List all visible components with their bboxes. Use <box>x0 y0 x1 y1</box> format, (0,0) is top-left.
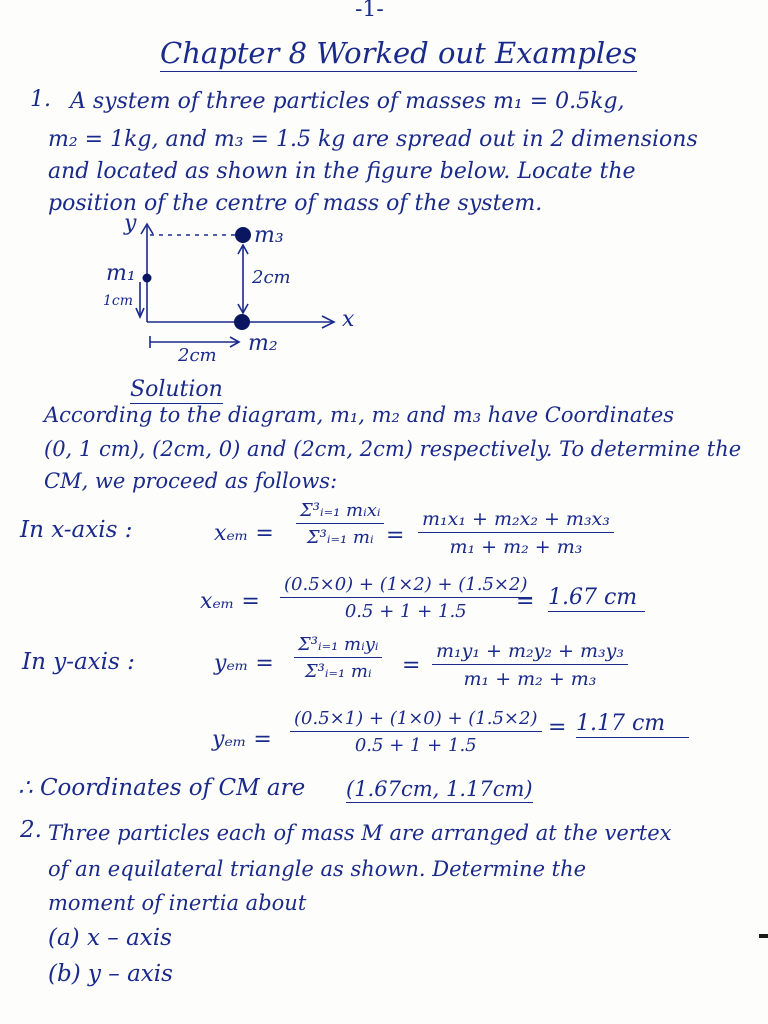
x-axis-intro: In x-axis : <box>20 517 133 543</box>
figure-dim-2cm-vertical: 2cm <box>252 267 291 288</box>
mass-m2-dot <box>234 314 250 330</box>
x-expand-fraction <box>418 508 614 558</box>
figure-x-label: x <box>342 307 355 332</box>
figure-m3-label: m₃ <box>254 223 284 248</box>
y-sum-numerator: Σ³ᵢ₌₁ mᵢyᵢ <box>294 634 382 658</box>
figure-dim-1cm: 1cm <box>103 293 134 309</box>
y-expand-fraction <box>432 640 628 690</box>
x-sub-denominator: 0.5 + 1 + 1.5 <box>344 601 467 622</box>
y-equals-sign: = <box>402 653 421 678</box>
solution-line-3: CM, we proceed as follows: <box>44 469 338 493</box>
y-expand-denominator: m₁ + m₂ + m₃ <box>463 668 597 690</box>
y-cm-result: 1.17 cm <box>576 712 689 738</box>
x-expand-denominator: m₁ + m₂ + m₃ <box>449 536 583 558</box>
x-sum-fraction <box>296 500 384 548</box>
q2-line-2: of an equilateral triangle as shown. Determine the <box>48 857 587 881</box>
conclusion-value: (1.67cm, 1.17cm) <box>346 778 533 803</box>
y-result-equals: = <box>548 715 567 740</box>
mass-m3-dot <box>235 227 251 243</box>
y-sub-denominator: 0.5 + 1 + 1.5 <box>354 735 477 756</box>
y-axis-arrow <box>141 224 153 234</box>
y-expand-numerator: m₁y₁ + m₂y₂ + m₃y₃ <box>432 640 628 665</box>
y-axis-intro: In y-axis : <box>22 649 135 675</box>
q1-line-3: and located as shown in the figure below. Locate the <box>48 159 636 184</box>
figure-m1-label: m₁ <box>106 261 136 286</box>
mass-m1-dot <box>143 274 152 283</box>
q1-line-1: A system of three particles of masses m₁ = 0.5kg, <box>70 89 625 114</box>
y-sub-fraction <box>290 708 542 756</box>
x-cm-sub-lhs: xₑₘ = <box>200 589 260 614</box>
x-expand-numerator: m₁x₁ + m₂x₂ + m₃x₃ <box>418 508 614 533</box>
q2-part-b: (b) y – axis <box>48 961 173 987</box>
q1-line-4: position of the centre of mass of the system. <box>48 191 543 216</box>
q2-line-3: moment of inertia about <box>48 891 307 915</box>
y-cm-lhs: yₑₘ = <box>214 651 274 676</box>
edge-mark <box>759 934 768 938</box>
solution-line-2: (0, 1 cm), (2cm, 0) and (2cm, 2cm) respectively. To determine the <box>44 437 742 461</box>
y-sum-denominator: Σ³ᵢ₌₁ mᵢ <box>304 661 372 682</box>
x-cm-lhs: xₑₘ = <box>214 521 274 546</box>
x-equals-sign: = <box>386 523 405 548</box>
q2-line-1: Three particles each of mass M are arranged at the vertex <box>48 821 672 845</box>
x-sum-denominator: Σ³ᵢ₌₁ mᵢ <box>306 527 374 548</box>
y-sum-fraction <box>294 634 382 682</box>
figure-m2-label: m₂ <box>248 331 278 356</box>
x-axis-arrow <box>322 316 334 328</box>
figure-dim-2cm-horizontal: 2cm <box>178 345 217 366</box>
solution-heading: Solution <box>130 378 223 404</box>
solution-line-1: According to the diagram, m₁, m₂ and m₃ have Coordinates <box>44 403 675 427</box>
x-cm-result: 1.67 cm <box>548 586 645 612</box>
page-number: -1- <box>355 0 384 22</box>
x-sum-numerator: Σ³ᵢ₌₁ mᵢxᵢ <box>296 500 384 524</box>
x-result-equals: = <box>516 589 535 614</box>
q2-number: 2. <box>20 817 42 843</box>
conclusion-prefix: ∴ Coordinates of CM are <box>18 775 306 801</box>
q2-part-a: (a) x – axis <box>48 925 172 951</box>
q1-line-2: m₂ = 1kg, and m₃ = 1.5 kg are spread out in 2 dimensions <box>48 127 698 152</box>
x-sub-numerator: (0.5×0) + (1×2) + (1.5×2) <box>280 574 532 598</box>
y-sub-numerator: (0.5×1) + (1×0) + (1.5×2) <box>290 708 542 732</box>
page-title: Chapter 8 Worked out Examples <box>160 36 638 70</box>
figure-y-label: y <box>124 211 137 236</box>
x-sub-fraction <box>280 574 535 622</box>
q1-number: 1. <box>30 87 51 112</box>
y-cm-sub-lhs: yₑₘ = <box>212 727 272 752</box>
